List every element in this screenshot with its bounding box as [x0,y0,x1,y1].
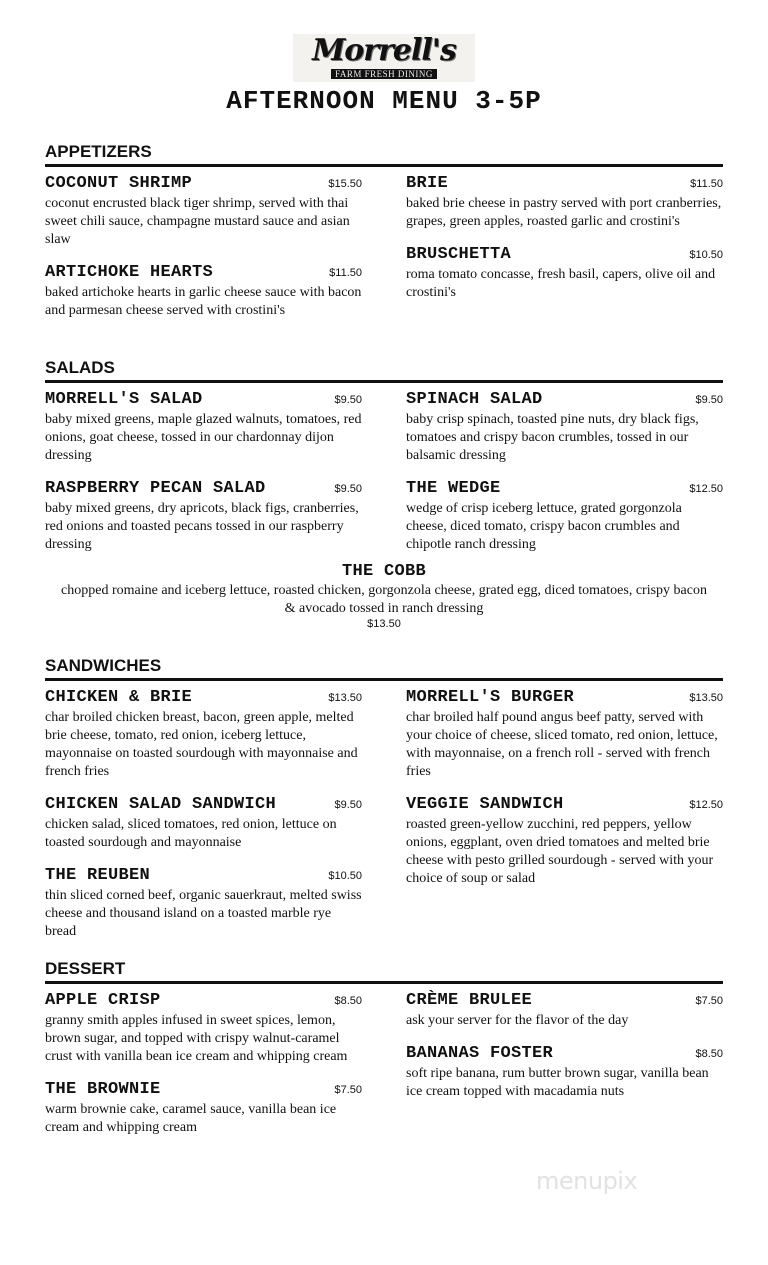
item-name: THE REUBEN [45,866,151,885]
right-column [406,991,723,1151]
item-price: $7.50 [334,1084,362,1096]
section-heading: SANDWICHES [45,656,723,681]
menu-item [45,479,362,554]
item-name: MORRELL'S SALAD [45,390,203,409]
item-price: $10.50 [328,870,362,882]
item-description: roasted green-yellow zucchini, red peppers, yellow onions, eggplant, oven dried tomatoes and melted brie cheese with pesto grilled sourdough - served with your choice of soup or salad [406,817,714,886]
item-description: soft ripe banana, rum butter brown sugar, vanilla bean ice cream topped with macadamia nuts [406,1066,709,1099]
item-description: granny smith apples infused in sweet spices, lemon, brown sugar, and topped with crispy walnut-caramel crust with vanilla bean ice cream and whipping cream [45,1013,348,1064]
item-description: thin sliced corned beef, organic sauerkraut, melted swiss cheese and thousand island on a toasted marble rye bread [45,888,362,939]
item-name: RASPBERRY PECAN SALAD [45,479,266,498]
item-description: chopped romaine and iceberg lettuce, roasted chicken, gorgonzola cheese, grated egg, diced tomatoes, crispy bacon & avocado tossed in ranch dressing [61,583,707,616]
menu-item [45,1080,362,1137]
left-column [45,390,362,568]
item-name: THE WEDGE [406,479,501,498]
menu-item [45,866,362,941]
menu-item [406,479,723,554]
item-description: chicken salad, sliced tomatoes, red onion, lettuce on toasted sourdough and mayonnaise [45,817,337,850]
item-name: VEGGIE SANDWICH [406,795,564,814]
item-description: baby mixed greens, maple glazed walnuts, tomatoes, red onions, goat cheese, tossed in our chardonnay dijon dressing [45,412,362,463]
menu-item [406,390,723,465]
item-description: coconut encrusted black tiger shrimp, served with thai sweet chili sauce, champagne mustard sauce and asian slaw [45,196,350,247]
item-price: $12.50 [689,799,723,811]
item-name: APPLE CRISP [45,991,161,1010]
menu-item [406,991,723,1030]
logo-tagline: FARM FRESH DINING [331,69,437,79]
item-description: baked artichoke hearts in garlic cheese sauce with bacon and parmesan cheese served with crostini's [45,285,362,318]
item-description: ask your server for the flavor of the day [406,1013,629,1028]
item-price: $12.50 [689,483,723,495]
restaurant-logo [293,34,475,82]
item-name: BRIE [406,174,449,193]
item-price: $11.50 [329,267,362,279]
item-price: $13.50 [328,692,362,704]
item-name: THE BROWNIE [45,1080,161,1099]
menu-item [45,991,362,1066]
menu-item [45,174,362,249]
item-description: baby crisp spinach, toasted pine nuts, dry black figs, tomatoes and crispy bacon crumbles, tossed in our balsamic dressing [406,412,699,463]
section-heading: SALADS [45,358,723,383]
menu-item [45,390,362,465]
item-name: ARTICHOKE HEARTS [45,263,214,282]
item-description: wedge of crisp iceberg lettuce, grated gorgonzola cheese, diced tomato, crispy bacon crumbles and chipotle ranch dressing [406,501,682,552]
item-price: $15.50 [328,178,362,190]
right-column [406,688,723,955]
item-price: $11.50 [690,178,723,190]
item-price: $13.50 [367,618,401,630]
menu-item-the-cobb [0,562,768,630]
item-price: $8.50 [334,995,362,1007]
menu-item [406,688,723,781]
right-column [406,390,723,568]
logo-name: Morrell's [312,33,456,68]
item-name: MORRELL'S BURGER [406,688,575,707]
item-price: $9.50 [334,483,362,495]
item-name: COCONUT SHRIMP [45,174,193,193]
item-name: BRUSCHETTA [406,245,512,264]
item-name: SPINACH SALAD [406,390,543,409]
item-description: baby mixed greens, dry apricots, black figs, cranberries, red onions and toasted pecans tossed in our raspberry dressing [45,501,359,552]
item-description: char broiled half pound angus beef patty, served with your choice of cheese, sliced tomato, red onion, lettuce, with mayonnaise, on a french roll - served with french fries [406,710,718,779]
item-price: $8.50 [695,1048,723,1060]
section-heading: APPETIZERS [45,142,723,167]
item-description: baked brie cheese in pastry served with port cranberries, grapes, green apples, roasted garlic and crostini's [406,196,722,229]
item-name: THE COBB [341,562,426,581]
item-price: $10.50 [689,249,723,261]
left-column [45,688,362,955]
section-heading: DESSERT [45,959,723,984]
item-price: $7.50 [695,995,723,1007]
left-column [45,991,362,1151]
item-description: roma tomato concasse, fresh basil, capers, olive oil and crostini's [406,267,716,300]
menu-item [406,795,723,888]
section-appetizers [45,142,723,334]
left-column [45,174,362,334]
item-description: char broiled chicken breast, bacon, green apple, melted brie cheese, tomato, red onion, iceberg lettuce, mayonnaise on toasted sourdough with mayonnaise and french fries [45,710,358,779]
item-name: CRÈME BRULEE [406,991,533,1010]
menu-item [406,174,723,231]
item-name: BANANAS FOSTER [406,1044,554,1063]
section-salads [45,358,723,568]
menu-item [45,263,362,320]
menu-item [406,245,723,302]
item-price: $13.50 [689,692,723,704]
section-dessert [45,959,723,1151]
menu-item [406,1044,723,1101]
item-description: warm brownie cake, caramel sauce, vanilla bean ice cream and whipping cream [45,1102,337,1135]
item-name: CHICKEN & BRIE [45,688,193,707]
item-name: CHICKEN SALAD SANDWICH [45,795,277,814]
menu-item [45,795,362,852]
item-price: $9.50 [334,799,362,811]
watermark: menupix [536,1167,638,1195]
item-price: $9.50 [334,394,362,406]
right-column [406,174,723,334]
section-sandwiches [45,656,723,955]
item-price: $9.50 [695,394,723,406]
menu-item [45,688,362,781]
menu-title: AFTERNOON MENU 3-5P [226,86,542,116]
